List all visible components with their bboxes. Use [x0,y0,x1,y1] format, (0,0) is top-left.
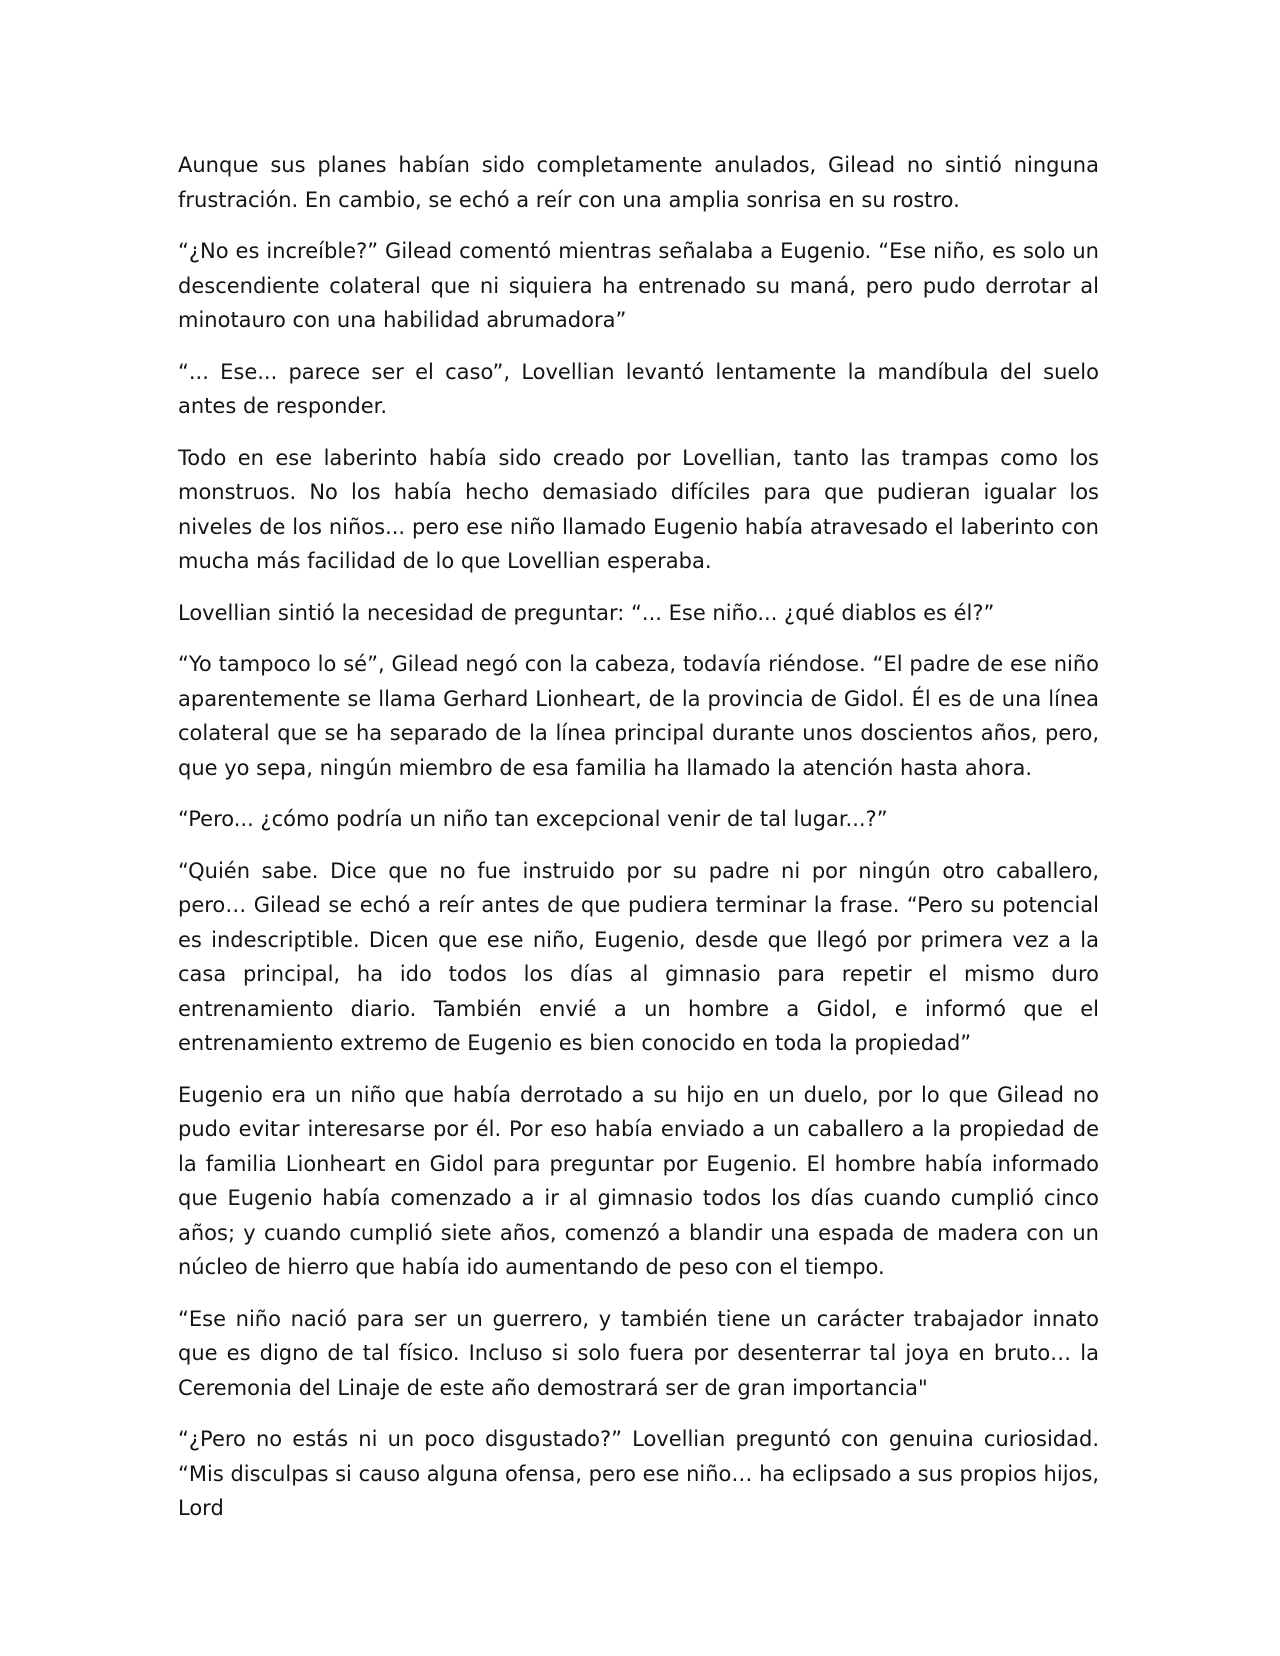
paragraph-8: “Quién sabe. Dice que no fue instruido por su padre ni por ningún otro caballero, pero… Gilead se echó a reír antes de que pudiera terminar la frase. “Pero su potencial es indescriptible. Dicen que ese niño, Eugenio, desde que llegó por primera vez a la casa principal, ha ido todos los días al gimnasio para repetir el mismo duro entrenamiento diario. También envié a un hombre a Gidol, e informó que el entrenamiento extremo de Eugenio es bien conocido en toda la propiedad” [178,858,1099,1055]
paragraph-5: Lovellian sintió la necesidad de preguntar: “... Ese niño... ¿qué diablos es él?” [178,600,995,625]
paragraph-10: “Ese niño nació para ser un guerrero, y también tiene un carácter trabajador innato que es digno de tal físico. Incluso si solo fuera por desenterrar tal joya en bruto… la Ceremonia del Linaje de este año demostrará ser de gran importancia" [178,1306,1099,1400]
paragraph-4: Todo en ese laberinto había sido creado por Lovellian, tanto las trampas como los monstruos. No los había hecho demasiado difíciles para que pudieran igualar los niveles de los niños... pero ese niño llamado Eugenio había atravesado el laberinto con mucha más facilidad de lo que Lovellian esperaba. [178,445,1099,573]
paragraph-1: Aunque sus planes habían sido completamente anulados, Gilead no sintió ninguna frustración. En cambio, se echó a reír con una amplia sonrisa en su rostro. [178,153,1099,212]
paragraph-2: “¿No es increíble?” Gilead comentó mientras señalaba a Eugenio. “Ese niño, es solo un descendiente colateral que ni siquiera ha entrenado su maná, pero pudo derrotar al minotauro con una habilidad abrumadora” [178,239,1099,332]
paragraph-7: “Pero... ¿cómo podría un niño tan excepcional venir de tal lugar...?” [178,807,888,831]
paragraph-6: “Yo tampoco lo sé”, Gilead negó con la cabeza, todavía riéndose. “El padre de ese niño aparentemente se llama Gerhard Lionheart, de la provincia de Gidol. Él es de una línea colateral que se ha separado de la línea principal durante unos doscientos años, pero, que yo sepa, ningún miembro de esa familia ha llamado la atención hasta ahora. [178,652,1099,780]
paragraph-3: “... Ese... parece ser el caso”, Lovellian levantó lentamente la mandíbula del suelo antes de responder. [178,359,1099,418]
paragraph-11: “¿Pero no estás ni un poco disgustado?” Lovellian preguntó con genuina curiosidad. “Mis disculpas si causo alguna ofensa, pero ese niño… ha eclipsado a sus propios hijos, Lord [178,1427,1099,1520]
paragraph-9: Eugenio era un niño que había derrotado a su hijo en un duelo, por lo que Gilead no pudo evitar interesarse por él. Por eso había enviado a un caballero a la propiedad de la familia Lionheart en Gidol para preguntar por Eugenio. El hombre había informado que Eugenio había comenzado a ir al gimnasio todos los días cuando cumplió cinco años; y cuando cumplió siete años, comenzó a blandir una espada de madera con un núcleo de hierro que había ido aumentando de peso con el tiempo. [178,1082,1099,1279]
document-page [178,148,1099,1526]
